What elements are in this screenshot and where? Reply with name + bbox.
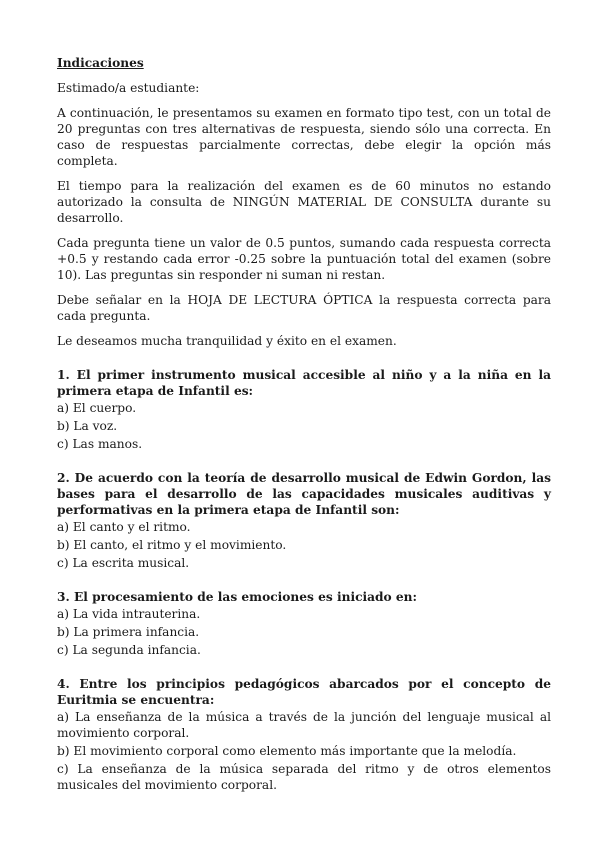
answer-option: c) La segunda infancia. xyxy=(57,643,201,657)
exam-content xyxy=(57,55,551,795)
question-text: 2. De acuerdo con la teoría de desarrollo musical de Edwin Gordon, las bases para el desarrollo de las capacidades musicales auditivas y performativas en la primera etapa de Infantil son: xyxy=(57,471,551,517)
answer-option: b) La voz. xyxy=(57,419,118,433)
answer-option: b) La primera infancia. xyxy=(57,625,200,639)
answer-option: a) La vida intrauterina. xyxy=(57,607,201,621)
greeting: Estimado/a estudiante: xyxy=(57,81,200,95)
question-1 xyxy=(57,367,551,452)
answer-option: a) La enseñanza de la música a través de la junción del lenguaje musical al movimiento corporal. xyxy=(57,710,551,740)
question-4 xyxy=(57,676,551,793)
answer-option: c) La escrita musical. xyxy=(57,556,190,570)
question-3 xyxy=(57,589,551,658)
instructions-paragraph: A continuación, le presentamos su examen en formato tipo test, con un total de 20 preguntas con tres alternativas de respuesta, siendo sólo una correcta. En caso de respuestas parcialmente correctas, debe elegir la opción más completa. xyxy=(57,106,551,168)
question-text: 4. Entre los principios pedagógicos abarcados por el concepto de Euritmia se encuentra: xyxy=(57,677,551,707)
answer-option: c) La enseñanza de la música separada del ritmo y de otros elementos musicales del movimiento corporal. xyxy=(57,762,551,792)
instructions-paragraph: Cada pregunta tiene un valor de 0.5 puntos, sumando cada respuesta correcta +0.5 y restando cada error -0.25 sobre la puntuación total del examen (sobre 10). Las preguntas sin responder ni suman ni restan. xyxy=(57,236,551,282)
closing-paragraph: Le deseamos mucha tranquilidad y éxito en el examen. xyxy=(57,334,397,348)
answer-option: b) El canto, el ritmo y el movimiento. xyxy=(57,538,287,552)
question-2 xyxy=(57,470,551,571)
answer-option: c) Las manos. xyxy=(57,437,143,451)
instructions-paragraph: El tiempo para la realización del examen es de 60 minutos no estando autorizado la consulta de NINGÚN MATERIAL DE CONSULTA durante su desarrollo. xyxy=(57,179,551,225)
answer-option: b) El movimiento corporal como elemento más importante que la melodía. xyxy=(57,744,517,758)
question-text: 1. El primer instrumento musical accesible al niño y a la niña en la primera etapa de Infantil es: xyxy=(57,368,551,398)
instructions-paragraph: Debe señalar en la HOJA DE LECTURA ÓPTICA la respuesta correcta para cada pregunta. xyxy=(57,293,551,323)
answer-option: a) El canto y el ritmo. xyxy=(57,520,191,534)
answer-option: a) El cuerpo. xyxy=(57,401,137,415)
instructions-heading: Indicaciones xyxy=(57,56,144,70)
question-text: 3. El procesamiento de las emociones es iniciado en: xyxy=(57,590,418,604)
